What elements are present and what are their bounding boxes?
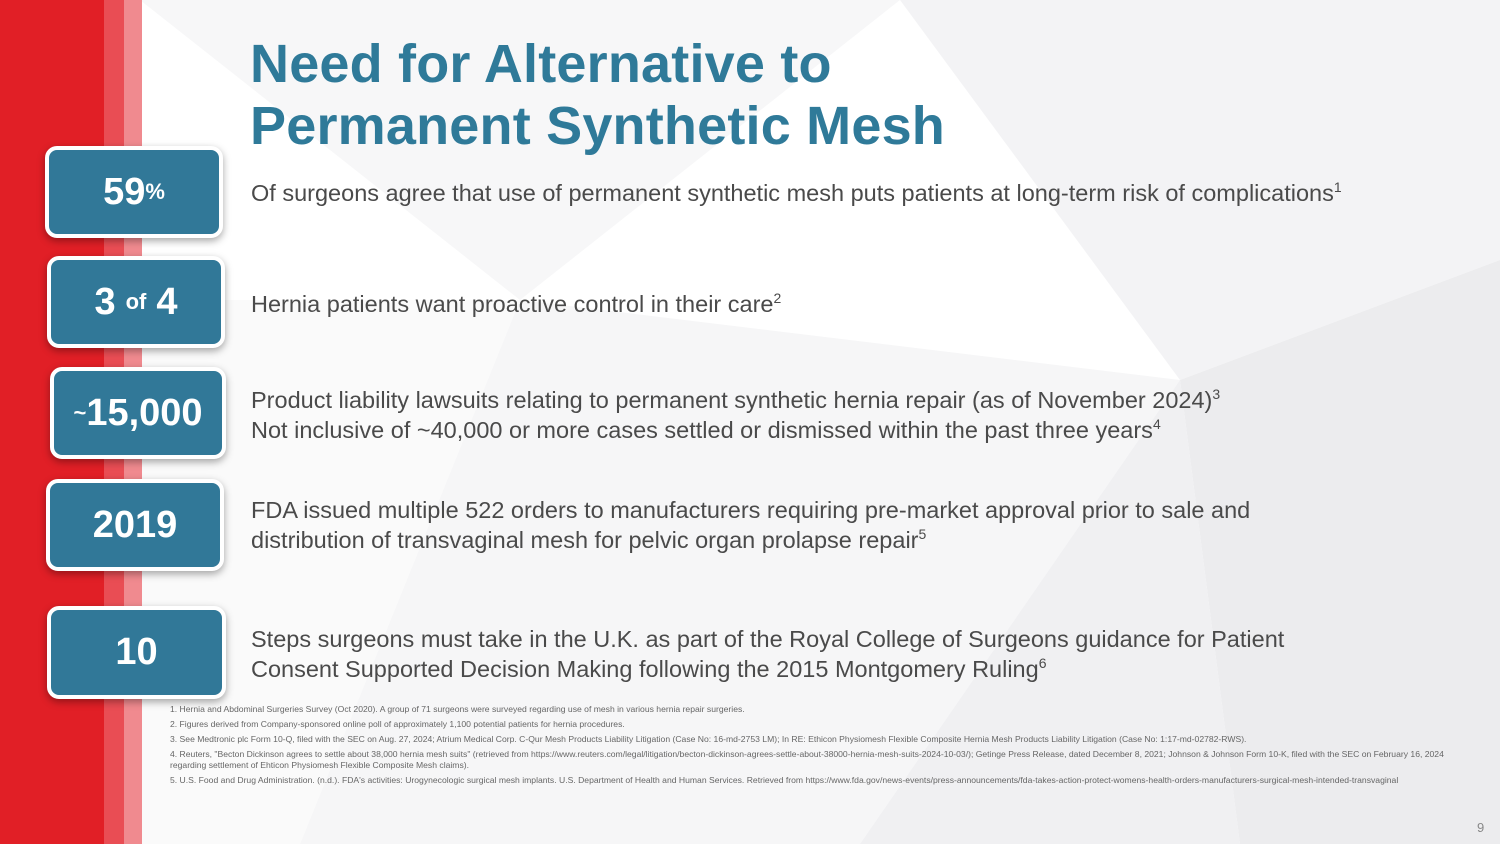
footnote-5-link[interactable]: https://www.fda.gov/news-events/press-announcements/fda-takes-action-protect-womens-health-orders-manufacturers-surgical-mesh-intended-transvaginal bbox=[805, 775, 1399, 785]
stat-value: 15,000 bbox=[86, 391, 203, 434]
stat-text: Of surgeons agree that use of permanent synthetic mesh puts patients at long-term risk of complications bbox=[251, 180, 1334, 206]
stat-box-10 bbox=[47, 606, 226, 699]
stat-value: 10 bbox=[115, 631, 158, 673]
title-line-2: Permanent Synthetic Mesh bbox=[250, 96, 945, 156]
stat-value-end: 4 bbox=[156, 280, 178, 323]
footnote-ref: 4 bbox=[1152, 416, 1161, 433]
footnotes bbox=[170, 704, 1465, 790]
stat-box-2019 bbox=[46, 479, 224, 571]
footnote-3: 3. See Medtronic plc Form 10-Q, filed with the SEC on Aug. 27, 2024; Atrium Medical Corp. C-Qur Mesh Products Liability Litigation (Case No: 16-md-2753 LM); In RE: Ethicon Physiomesh Flexible Composite Hernia Mesh Products Liability Litigation (Case No: 1:17-md-02782-RWS). bbox=[170, 734, 1247, 744]
footnote-1: 1. Hernia and Abdominal Surgeries Survey (Oct 2020). A group of 71 surgeons were surveyed regarding use of mesh in various hernia repair surgeries. bbox=[170, 704, 745, 714]
stat-box-3-of-4 bbox=[47, 256, 225, 348]
stat-box-59-percent bbox=[45, 146, 223, 238]
footnote-5: 5. U.S. Food and Drug Administration. (n.d.). FDA's activities: Urogynecologic surgical mesh implants. U.S. Department of Health and Human Services. Retrieved from https://www.fda.gov/news-events/press-announcements/fda-takes-action-protect-womens-health-orders-manufacturers-surgical-mesh-intended-transvaginal bbox=[170, 775, 1399, 785]
stat-prefix: ~ bbox=[73, 400, 87, 425]
stat-suffix: % bbox=[145, 179, 165, 204]
stat-text: Hernia patients want proactive control in their care bbox=[251, 291, 774, 317]
stat-value: 3 bbox=[94, 280, 116, 323]
stat-description-1 bbox=[251, 178, 1342, 208]
stat-text-line-1: Steps surgeons must take in the U.K. as part of the Royal College of Surgeons guidance for Patient bbox=[251, 626, 1285, 652]
stat-value: 2019 bbox=[92, 503, 178, 546]
stat-text-line-1: FDA issued multiple 522 orders to manufacturers requiring pre-market approval prior to sale and bbox=[251, 497, 1251, 523]
footnote-ref: 1 bbox=[1333, 179, 1342, 196]
stat-text-line-1: Product liability lawsuits relating to permanent synthetic hernia repair (as of November 2024)$^3$ bbox=[251, 386, 1221, 413]
stat-value: 59 bbox=[103, 170, 146, 213]
stat-description-3 bbox=[251, 385, 1220, 445]
stat-box-15000 bbox=[50, 367, 226, 459]
title-line-1: Need for Alternative to bbox=[250, 34, 832, 94]
footnote-ref: 5 bbox=[918, 526, 927, 543]
page-number: 9 bbox=[1477, 820, 1485, 835]
stat-text-line-2: Not inclusive of ~40,000 or more cases settled or dismissed within the past three years$^4$ bbox=[251, 416, 1161, 443]
stat-text-line-2: distribution of transvaginal mesh for pelvic organ prolapse repair$^5$ bbox=[251, 526, 927, 553]
footnote-2: 2. Figures derived from Company-sponsored online poll of approximately 1,100 potential patients for hernia procedures. bbox=[170, 719, 625, 729]
stat-description-2 bbox=[251, 289, 781, 319]
footnote-ref: 3 bbox=[1212, 386, 1221, 403]
footnote-4: 4. Reuters, "Becton Dickinson agrees to settle about 38,000 hernia mesh suits" (retrieved from https://www.reuters.com/legal/litigation/becton-dickinson-agrees-settle-about-38000-hernia-mesh-suits-2024-10-03/); Getinge Press Release, dated December 8, 2021; Johnson & Johnson Form 10-K, filed with the SEC on February 16, 2024 regarding settlement of Ehticon Physiomesh Flexible Composite Mesh claims). bbox=[170, 749, 1444, 770]
stat-text-line-2: Consent Supported Decision Making following the 2015 Montgomery Ruling$^6$ bbox=[251, 655, 1047, 682]
slide-title bbox=[250, 33, 945, 157]
footnote-ref: 2 bbox=[773, 290, 782, 307]
stat-description-4 bbox=[251, 495, 1250, 555]
stat-mid: of bbox=[125, 289, 147, 314]
footnote-ref: 6 bbox=[1038, 655, 1047, 672]
stat-description-5 bbox=[251, 624, 1284, 684]
